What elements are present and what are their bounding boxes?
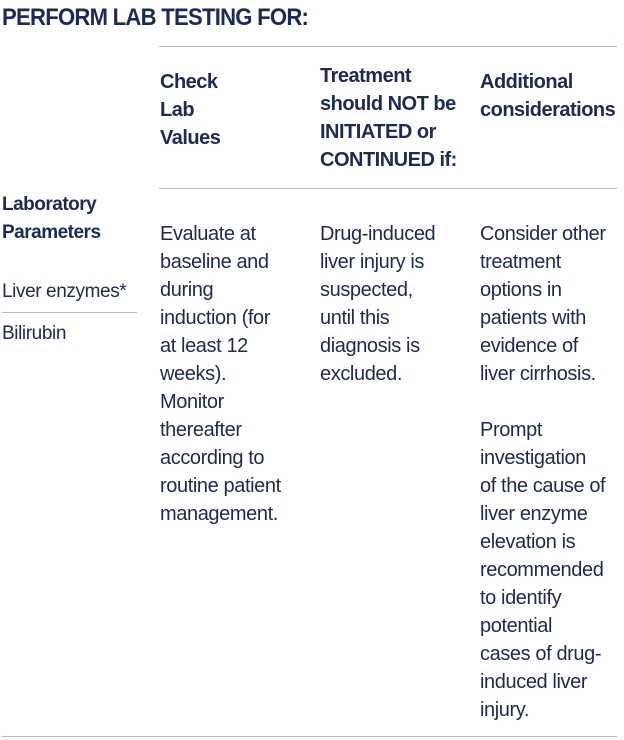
cell-treatment-not-initiated: Drug-induced liver injury is suspected, until this diagnosis is excluded.: [320, 223, 436, 385]
parameter-bilirubin: Bilirubin: [2, 323, 66, 344]
header-top-divider: [159, 46, 617, 47]
page-title: PERFORM LAB TESTING FOR:: [2, 4, 309, 31]
cell-additional-considerations-1: Consider other treatment options in patients with evidence of liver cirrhosis.: [480, 223, 606, 385]
parameter-divider: [2, 312, 137, 313]
column-header-check-lab-values: Check Lab Values: [160, 71, 221, 149]
table-bottom-divider: [2, 736, 617, 737]
cell-check-lab-values: Evaluate at baseline and during induction (for at least 12 weeks). Monitor thereafter according to routine patient management.: [160, 223, 281, 525]
header-bottom-divider: [159, 188, 617, 189]
parameter-liver-enzymes: Liver enzymes*: [2, 281, 127, 302]
column-header-additional-considerations: Additional considerations: [480, 71, 616, 121]
cell-additional-considerations-2: Prompt investigation of the cause of liver enzyme elevation is recommended to identify potential cases of drug- induced liver injury.: [480, 419, 606, 721]
row-header-laboratory-parameters: Laboratory Parameters: [2, 194, 101, 243]
column-header-treatment-not-initiated: Treatment should NOT be INITIATED or CONTINUED if:: [320, 65, 457, 171]
